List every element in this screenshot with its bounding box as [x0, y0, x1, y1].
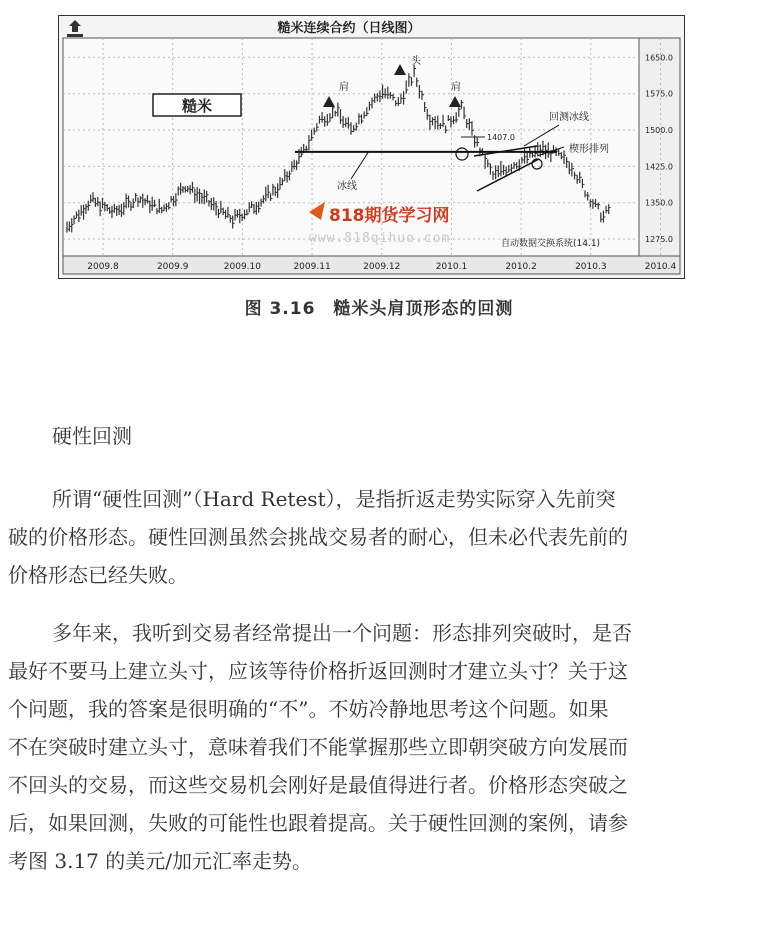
- x-axis-ticks: [87, 262, 676, 272]
- paragraph-1: [8, 480, 750, 594]
- paragraph-line: 多年来，我听到交易者经常提出一个问题：形态排列突破时，是否: [52, 621, 632, 645]
- chart-footer: 自动数据交换系统(14.1): [501, 239, 601, 249]
- paragraph-line: 不在突破时建立头寸，意味着我们不能掌握那些立即朝突破方向发展而: [8, 735, 628, 759]
- head-label: 头: [411, 56, 421, 67]
- y-tick-label: 1650.0: [645, 53, 673, 63]
- x-tick-label: 2010.1: [435, 262, 468, 272]
- x-tick-label: 2009.10: [223, 262, 261, 272]
- y-tick-label: 1575.0: [645, 89, 673, 99]
- y-tick-label: 1275.0: [645, 235, 673, 245]
- figure-caption: 图 3.16 糙米头肩顶形态的回测: [244, 299, 514, 319]
- x-tick-label: 2009.9: [156, 262, 189, 272]
- paragraph-line: 后，如果回测，失败的可能性也跟着提高。关于硬性回测的案例，请参: [8, 811, 628, 835]
- x-tick-label: 2010.3: [575, 262, 607, 272]
- y-tick-label: 1500.0: [645, 126, 673, 136]
- section-heading: 硬性回测: [52, 424, 132, 448]
- wedge-label: 楔形排列: [569, 144, 609, 155]
- paragraph-line: 所谓“硬性回测”（Hard Retest），是指折返走势实际穿入先前突: [52, 487, 616, 511]
- watermark-url: www.818qihuo.com: [309, 231, 451, 246]
- y-tick-label: 1425.0: [645, 162, 673, 172]
- retest-neckline-label: 回测冰线: [549, 112, 589, 123]
- x-tick-label: 2009.12: [363, 262, 401, 272]
- watermark: [309, 202, 450, 246]
- x-tick-label: 2009.8: [87, 262, 119, 272]
- paragraph-line: 个问题，我的答案是很明确的“不”。不妨冷静地思考这个问题。如果: [8, 697, 609, 721]
- neckline-label: 冰线: [337, 181, 357, 192]
- paragraph-line: 破的价格形态。硬性回测虽然会挑战交易者的耐心，但未必代表先前的: [8, 525, 628, 549]
- y-tick-label: 1350.0: [645, 198, 673, 208]
- paragraph-line: 不回头的交易，而这些交易机会刚好是最值得进行者。价格形态突破之: [8, 773, 628, 797]
- chart-title: 糙米连续合约（日线图）: [277, 21, 421, 36]
- price-chart: [59, 16, 684, 278]
- x-tick-label: 2009.11: [293, 262, 331, 272]
- left-shoulder-label: 肩: [339, 82, 349, 93]
- paragraph-line: 考图 3.17 的美元/加元汇率走势。: [8, 849, 312, 873]
- watermark-text: 818期货学习网: [329, 206, 450, 226]
- paragraph-2: [8, 614, 750, 880]
- x-tick-label: 2010.4: [644, 262, 677, 272]
- chart-figure: [58, 15, 685, 279]
- price-mark-label: 1407.0: [487, 133, 515, 142]
- y-axis-panel: [639, 38, 680, 256]
- paragraph-line: 最好不要马上建立头寸，应该等待价格折返回测时才建立头寸？关于这: [8, 659, 628, 683]
- logo-icon: [67, 20, 83, 37]
- x-tick-label: 2010.2: [505, 262, 537, 272]
- right-shoulder-label: 肩: [451, 82, 461, 93]
- instrument-label: 糙米: [181, 97, 213, 115]
- paragraph-line: 价格形态已经失败。: [8, 563, 188, 587]
